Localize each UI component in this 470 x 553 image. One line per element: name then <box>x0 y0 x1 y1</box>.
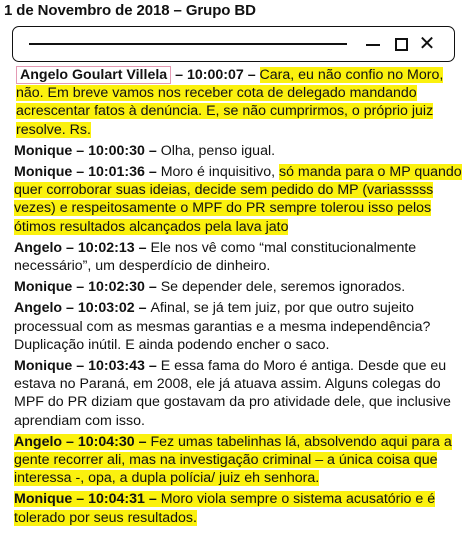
separator: – <box>62 239 78 256</box>
message-time: 10:02:13 <box>77 239 135 256</box>
separator: – <box>243 67 260 83</box>
message-text: Ele nos vê como “mal constitucionalmente necessário”, um desperdício de dinheiro. <box>14 239 417 275</box>
message-sender: Monique <box>14 164 73 181</box>
message-sender: Angelo <box>14 433 63 450</box>
message-text: Moro viola sempre o sistema acusatório e é tolerado por seus resultados. <box>14 491 436 526</box>
message-text: Fez umas tabelinhas lá, absolvendo aqui para a gente recorrer ali, mas na investigação criminal – a única coisa que interessa -, opa, a dupla polícia/ juiz eh senhora. <box>14 433 452 487</box>
chat-message <box>14 278 466 296</box>
message-text: Cara, eu não confio no Moro, não. Em breve vamos nos receber cota de delegado mandando acrescentar fatos à denúncia. E, se não cumprirmos, o próprio juiz resolve. Rs. <box>16 67 444 138</box>
message-sender: Angelo Goulart Villela <box>16 66 171 84</box>
chat-message <box>14 239 466 275</box>
separator: – <box>144 279 161 296</box>
message-text: E essa fama do Moro é antiga. Desde que eu estava no Paraná, em 2008, ele já atuava assim. Alguns colegas do MPF do PR diziam que gostavam da pro atividade dele, que inclusive aprendiam com isso. <box>14 358 451 429</box>
separator: – <box>171 67 187 83</box>
separator: – <box>144 358 161 375</box>
separator: – <box>72 142 89 159</box>
message-time: 10:03:43 <box>88 358 145 375</box>
message-sender: Monique <box>14 491 73 508</box>
page-caption: 1 de Novembro de 2018 – Grupo BD <box>4 2 256 19</box>
message-time: 10:00:30 <box>88 142 145 159</box>
message-sender: Angelo <box>14 300 63 317</box>
message-time: 10:04:30 <box>77 433 135 450</box>
chat-message <box>14 142 466 160</box>
message-text-highlight: só manda para o MP quando quer corroborar suas ideias, decide sem pedido do MP (variasssss vezes) e respeitosamente o MPF do PR sempre tolerou isso pelos ótimos resultados alcançados pela lava jato <box>14 164 462 235</box>
separator: – <box>62 433 78 450</box>
close-icon[interactable]: ✕ <box>418 33 436 55</box>
chat-message <box>14 299 466 354</box>
separator: – <box>134 239 151 256</box>
title-bar-line <box>29 43 347 45</box>
message-text: Afinal, se já tem juiz, por que outro sujeito processual com as mesmas garantias e a mesma independência? Duplicação inútil. E ainda podendo encher o saco. <box>14 300 431 353</box>
message-time: 10:03:02 <box>77 300 135 317</box>
chat-message <box>14 490 466 526</box>
separator: – <box>144 164 161 181</box>
message-sender: Monique <box>14 142 73 159</box>
chat-message <box>14 357 466 430</box>
message-text: Moro é inquisitivo, <box>160 164 279 181</box>
separator: – <box>134 433 151 450</box>
separator: – <box>72 491 89 508</box>
separator: – <box>72 358 89 375</box>
separator: – <box>144 142 161 159</box>
separator: – <box>72 279 89 296</box>
chat-message <box>14 66 466 139</box>
chat-message <box>14 163 466 236</box>
message-text: Olha, penso igual. <box>160 142 276 159</box>
message-sender: Angelo <box>14 239 63 256</box>
message-time: 10:02:30 <box>88 279 145 296</box>
message-time: 10:04:31 <box>88 491 145 508</box>
message-time: 10:01:36 <box>88 164 145 181</box>
chat-message <box>14 433 466 488</box>
message-sender: Monique <box>14 358 73 375</box>
maximize-icon[interactable] <box>391 33 411 55</box>
minimize-icon[interactable] <box>363 33 383 55</box>
separator: – <box>134 300 151 317</box>
separator: – <box>144 491 161 508</box>
separator: – <box>72 164 89 181</box>
separator: – <box>62 300 78 317</box>
message-text: Se depender dele, seremos ignorados. <box>160 279 406 296</box>
window-title-bar <box>12 26 455 62</box>
message-time: 10:00:07 <box>186 67 244 83</box>
message-sender: Monique <box>14 279 73 296</box>
chat-log <box>14 66 466 530</box>
